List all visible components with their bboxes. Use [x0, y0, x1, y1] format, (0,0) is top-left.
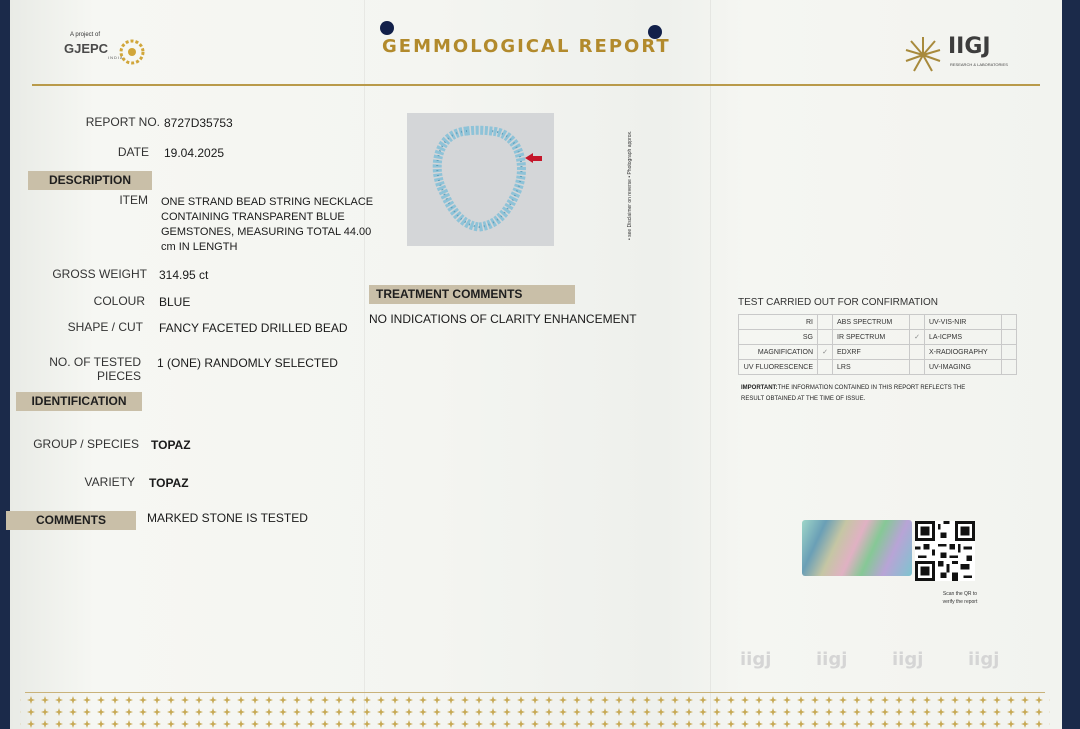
decorative-star-border [10, 694, 1062, 729]
gemstone-photo [407, 113, 554, 246]
test-name: SG [739, 330, 818, 345]
gross-weight-label: GROSS WEIGHT [52, 267, 147, 281]
important-text: THE INFORMATION CONTAINED IN THIS REPORT REFLECTS THE RESULT OBTAINED AT THE TIME OF ISSUE. [741, 385, 966, 402]
photo-disclaimer: • see Disclaimer on reverse • Photograph approx. [627, 130, 633, 240]
footer-divider [25, 692, 1045, 693]
watermark-logo: iigj [892, 649, 924, 670]
header-divider [32, 84, 1040, 86]
test-check [910, 345, 925, 360]
test-name: ABS SPECTRUM [833, 315, 910, 330]
gjepc-name: GJEPC [64, 41, 109, 56]
fold-line [710, 0, 711, 729]
fold-line [364, 0, 365, 729]
test-check [910, 315, 925, 330]
test-check: ✓ [818, 345, 833, 360]
watermark-logo: iigj [968, 649, 1000, 670]
test-check [818, 330, 833, 345]
qr-code-icon [915, 521, 975, 581]
gjepc-emblem-icon [118, 38, 146, 66]
report-title: GEMMOLOGICAL REPORT [382, 36, 671, 57]
test-name: LRS [833, 360, 910, 375]
description-header: DESCRIPTION [28, 171, 152, 190]
report-sheet [10, 0, 1062, 729]
report-no-value: 8727D35753 [164, 116, 233, 130]
variety-label: VARIETY [84, 475, 135, 489]
gjepc-country: INDIA [108, 55, 124, 60]
test-name: EDXRF [833, 345, 910, 360]
report-no-label: REPORT NO. [85, 115, 160, 129]
test-check [818, 315, 833, 330]
table-row [739, 360, 1017, 375]
tests-title: TEST CARRIED OUT FOR CONFIRMATION [738, 297, 939, 308]
group-species-value: TOPAZ [151, 438, 191, 452]
test-name: MAGNIFICATION [739, 345, 818, 360]
project-label: A project of [70, 32, 101, 38]
date-value: 19.04.2025 [164, 146, 225, 160]
item-line: CONTAINING TRANSPARENT BLUE [161, 211, 345, 223]
test-check [1002, 360, 1017, 375]
group-species-label: GROUP / SPECIES [33, 437, 139, 451]
item-line: cm IN LENGTH [161, 241, 238, 253]
necklace-image [407, 113, 554, 246]
watermark-logo: iigj [816, 649, 848, 670]
test-check [818, 360, 833, 375]
treatment-comments-value: NO INDICATIONS OF CLARITY ENHANCEMENT [369, 312, 637, 326]
test-check [1002, 315, 1017, 330]
tested-pieces-label: NO. OF TESTED PIECES [49, 355, 141, 383]
test-check: ✓ [910, 330, 925, 345]
iigj-sunburst-icon [902, 34, 944, 76]
tests-table [738, 314, 1017, 375]
hologram-seal [802, 520, 912, 576]
iigj-logo [902, 34, 1008, 81]
important-label: IMPORTANT: [741, 385, 778, 391]
test-name: X-RADIOGRAPHY [925, 345, 1002, 360]
important-note [741, 383, 981, 405]
watermark-logo: iigj [740, 649, 772, 670]
scan-qr-text: Scan the QR to verify the report [942, 591, 978, 605]
colour-label: COLOUR [93, 294, 145, 308]
comments-value: MARKED STONE IS TESTED [147, 511, 308, 525]
item-label: ITEM [119, 193, 148, 207]
qr-code[interactable] [915, 521, 975, 581]
table-row [739, 315, 1017, 330]
test-name: UV FLUORESCENCE [739, 360, 818, 375]
table-row [739, 330, 1017, 345]
test-name: IR SPECTRUM [833, 330, 910, 345]
date-label: DATE [117, 145, 149, 159]
comments-header: COMMENTS [6, 511, 136, 530]
variety-value: TOPAZ [149, 476, 189, 490]
test-name: RI [739, 315, 818, 330]
item-line: ONE STRAND BEAD STRING NECKLACE [161, 196, 374, 208]
tested-pieces-value: 1 (ONE) RANDOMLY SELECTED [157, 356, 338, 370]
gross-weight-value: 314.95 ct [159, 268, 209, 282]
shape-value: FANCY FACETED DRILLED BEAD [159, 321, 348, 335]
shape-label: SHAPE / CUT [67, 320, 143, 334]
item-line: GEMSTONES, MEASURING TOTAL 44.00 [161, 226, 372, 238]
colour-value: BLUE [159, 295, 191, 309]
table-row [739, 345, 1017, 360]
test-check [1002, 330, 1017, 345]
treatment-comments-header: TREATMENT COMMENTS [369, 285, 575, 304]
punch-hole [380, 21, 394, 35]
test-name: UV-VIS-NIR [925, 315, 1002, 330]
iigj-name: IIGJ [948, 34, 991, 59]
test-name: LA-ICPMS [925, 330, 1002, 345]
test-name: UV-IMAGING [925, 360, 1002, 375]
iigj-subtitle: RESEARCH & LABORATORIES [950, 62, 1008, 67]
identification-header: IDENTIFICATION [16, 392, 142, 411]
item-value [161, 195, 373, 255]
test-check [1002, 345, 1017, 360]
test-check [910, 360, 925, 375]
